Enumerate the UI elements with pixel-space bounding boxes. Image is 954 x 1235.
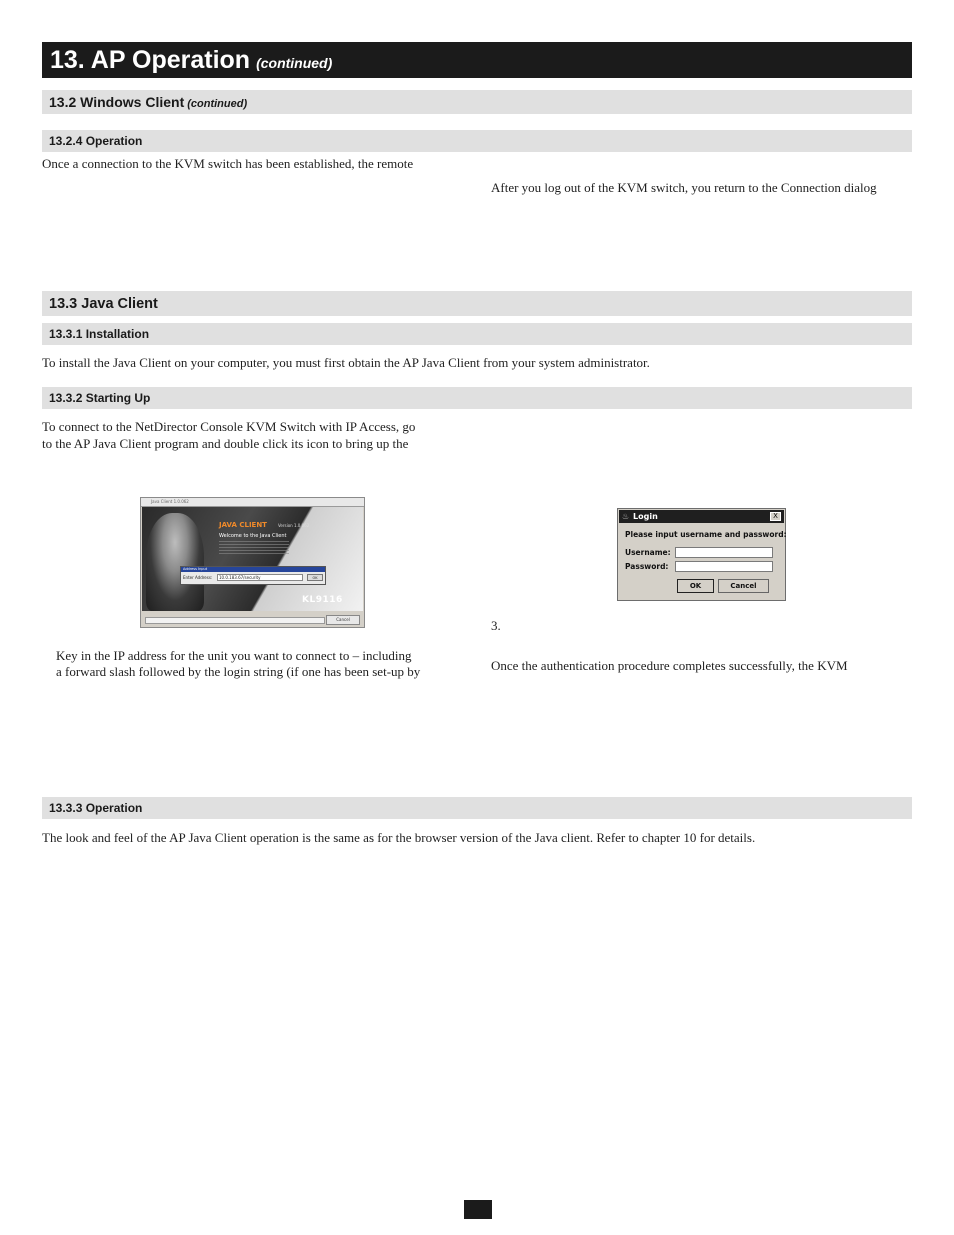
java-cup-icon: ♨ bbox=[622, 512, 630, 521]
address-input-dialog bbox=[180, 566, 326, 585]
address-ok-button[interactable]: OK bbox=[307, 574, 323, 581]
splash-cancel-button[interactable]: Cancel bbox=[326, 615, 360, 625]
key-in-line-2: a forward slash followed by the login string (if one has been set-up by bbox=[56, 664, 421, 679]
step-number-3: 3. bbox=[491, 618, 501, 633]
section-title: 13.3.3 Operation bbox=[49, 801, 143, 815]
authentication-paragraph: Once the authentication procedure completes successfully, the KVM bbox=[491, 658, 848, 673]
java-operation-paragraph: The look and feel of the AP Java Client operation is the same as for the browser version of the Java client. Refer to chapter 10 for details. bbox=[42, 830, 756, 845]
splash-window-title: Java Client 1.0.062 bbox=[151, 499, 189, 504]
splash-artwork bbox=[142, 507, 363, 611]
address-label: Enter Address: bbox=[183, 575, 213, 580]
splash-version: Version 1.0.062 bbox=[278, 523, 310, 528]
login-title: Login bbox=[633, 512, 658, 521]
section-heading-13-3 bbox=[42, 291, 912, 316]
splash-titlebar bbox=[141, 498, 364, 507]
password-label: Password: bbox=[625, 562, 669, 571]
login-ok-button[interactable]: OK bbox=[677, 579, 714, 593]
username-input[interactable] bbox=[675, 547, 773, 558]
splash-photo bbox=[146, 513, 204, 611]
login-dialog-screenshot bbox=[617, 508, 786, 601]
section-heading-13-3-2 bbox=[42, 387, 912, 409]
splash-bottom-bar bbox=[142, 613, 363, 626]
section-title: 13.2.4 Operation bbox=[49, 134, 143, 148]
section-title: 13.2 Windows Client bbox=[49, 94, 185, 110]
operation-paragraph-right: After you log out of the KVM switch, you return to the Connection dialog bbox=[491, 180, 877, 195]
key-in-line-1: Key in the IP address for the unit you want to connect to – including bbox=[56, 648, 412, 663]
page-title-bar bbox=[42, 42, 912, 78]
section-note: (continued) bbox=[187, 98, 248, 110]
login-titlebar bbox=[619, 510, 784, 523]
window-controls bbox=[346, 499, 362, 504]
section-heading-13-2-4 bbox=[42, 130, 912, 152]
splash-body-text bbox=[219, 541, 289, 555]
section-heading-13-2 bbox=[42, 90, 912, 114]
java-client-splash-screenshot bbox=[140, 497, 365, 628]
page-number-tab bbox=[464, 1200, 492, 1219]
page-title-note: (continued) bbox=[256, 55, 333, 71]
page-title: 13. AP Operation bbox=[50, 46, 251, 74]
username-label: Username: bbox=[625, 548, 671, 557]
address-dialog-title: Address Input bbox=[181, 567, 325, 572]
section-title: 13.3.1 Installation bbox=[49, 327, 150, 341]
operation-paragraph-left: Once a connection to the KVM switch has been established, the remote bbox=[42, 156, 414, 171]
section-title: 13.3 Java Client bbox=[49, 296, 158, 312]
splash-model: KL9116 bbox=[302, 595, 343, 605]
section-heading-13-3-1 bbox=[42, 323, 912, 345]
login-prompt: Please input username and password: bbox=[625, 530, 787, 539]
splash-welcome: Welcome to the Java Client bbox=[219, 533, 287, 539]
splash-brand: JAVA CLIENT bbox=[219, 521, 267, 529]
password-input[interactable] bbox=[675, 561, 773, 572]
splash-progress-bar bbox=[145, 617, 325, 624]
starting-up-line-1: To connect to the NetDirector Console KVM Switch with IP Access, go bbox=[42, 419, 416, 434]
address-input[interactable]: 10.0.183.67/security bbox=[217, 574, 303, 581]
close-icon[interactable]: X bbox=[770, 512, 781, 521]
installation-paragraph: To install the Java Client on your computer, you must first obtain the AP Java Client from your system administrator. bbox=[42, 355, 650, 370]
starting-up-line-2: to the AP Java Client program and double click its icon to bring up the bbox=[42, 436, 409, 451]
login-cancel-button[interactable]: Cancel bbox=[718, 579, 769, 593]
section-heading-13-3-3 bbox=[42, 797, 912, 819]
section-title: 13.3.2 Starting Up bbox=[49, 391, 151, 405]
